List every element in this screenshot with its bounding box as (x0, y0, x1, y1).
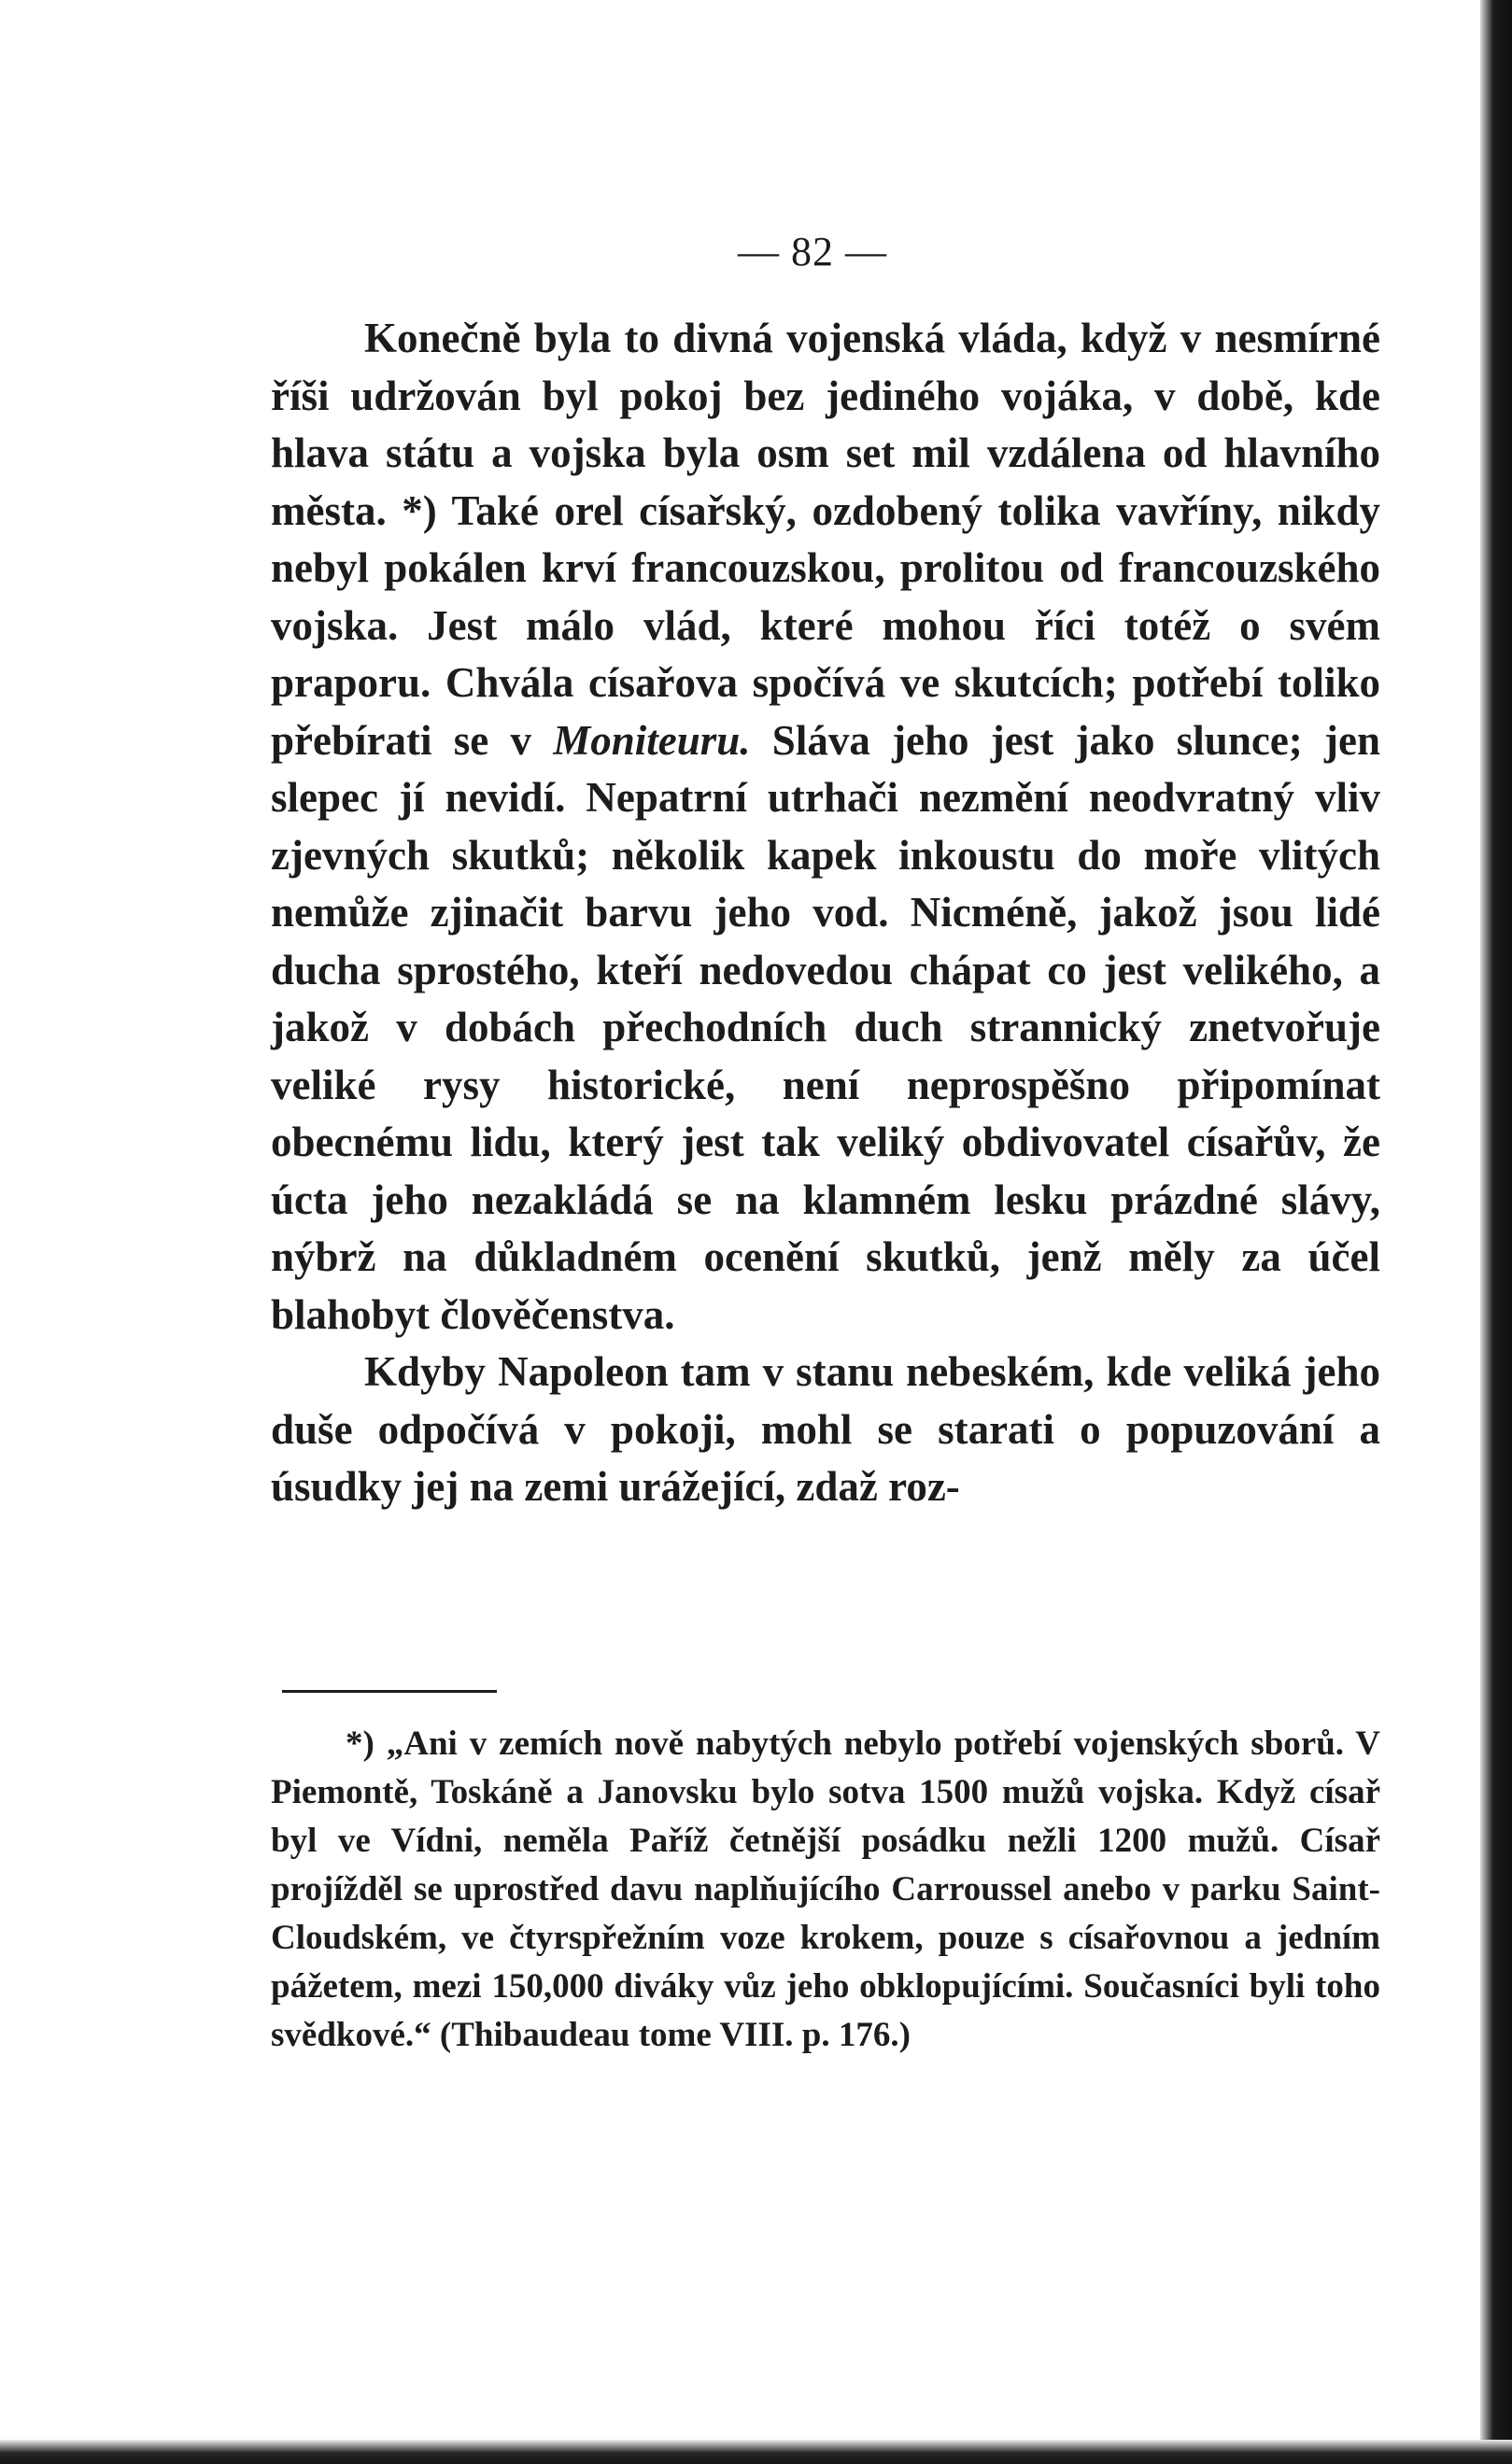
paragraph-1-part-b: Také orel císařský, ozdobený tolika vavříny, nikdy nebyl pokálen krví francouzskou, prolitou od francouzského vojska. Jest málo vlád, které mohou říci totéž o svém praporu. Chvála císařova spočívá ve skutcích; potřebí toliko přebírati se v (271, 486, 1381, 764)
moniteur-title: Moniteuru. (553, 716, 751, 764)
paragraph-1-part-a: Konečně byla to divná vojenská vláda, když v nesmírné říši udržován byl pokoj bez jediného vojáka, v době, kde hlava státu a vojska byla osm set mil vzdálena od hlavního města. (271, 315, 1380, 534)
paragraph-1 (271, 310, 1380, 1344)
page-number: — 82 — (738, 229, 887, 275)
scan-edge-right (1480, 0, 1512, 2464)
paragraph-1-part-c: Sláva jeho jest jako slunce; jen slepec jí nevidí. Nepatrní utrhači nezmění neodvratný vliv zjevných skutků; několik kapek inkoustu do moře vlitých nemůže zjinačit barvu jeho vod. Nicméně, jakož jsou lidé ducha sprostého, kteří nedovedou chápat co jest velikého, a jakož v dobách přechodních duch strannický znetvořuje veliké rysy historické, není neprospěšno připomínat obecnému lidu, který jest tak veliký obdivovatel císařův, že úcta jeho nezakládá se na klamném lesku prázdné slávy, nýbrž na důkladném ocenění skutků, jenž měly za účel blahobyt člověčenstva. (271, 716, 1381, 1338)
footnote (271, 1720, 1380, 2060)
main-text (271, 310, 1380, 1516)
footnote-divider (282, 1690, 497, 1693)
footnote-reference: *) (402, 486, 437, 534)
scan-edge-bottom (0, 2440, 1512, 2464)
paragraph-2: Kdyby Napoleon tam v stanu nebeském, kde veliká jeho duše odpočívá v pokoji, mohl se starati o popuzování a úsudky jej na zemi urážející, zdaž roz- (271, 1348, 1380, 1510)
footnote-text: *) „Ani v zemích nově nabytých nebylo potřebí vojenských sborů. V Piemontě, Toskáně a Janovsku bylo sotva 1500 mužů vojska. Když císař byl ve Vídni, neměla Paříž četnější posádku nežli 1200 mužů. Císař projížděl se uprostřed davu naplňujícího Carroussel anebo v parku Saint-Cloudském, ve čtyrspřežním voze krokem, pouze s císařovnou a jedním pážetem, mezi 150,000 diváky vůz jeho obklopujícími. Současníci byli toho svědkové.“ (Thibaudeau tome VIII. p. 176.) (271, 1725, 1380, 2054)
